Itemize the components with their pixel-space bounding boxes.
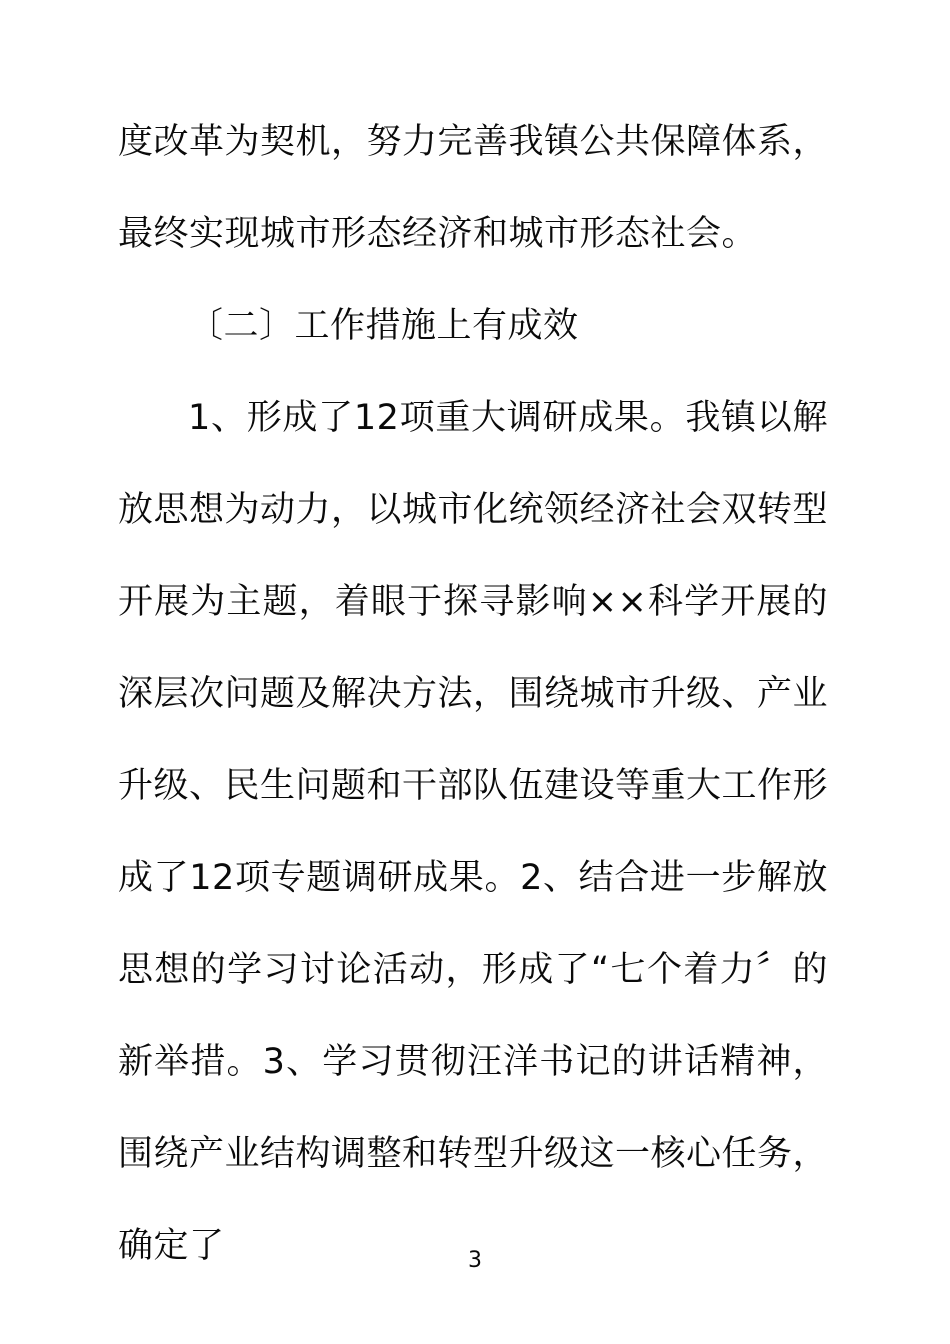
- paragraph-section-heading: 〔二〕工作措施上有成效: [188, 306, 579, 346]
- paragraph-continued: 度改革为契机，努力完善我镇公共保障体系，最终实现城市形态经济和城市形态社会。: [118, 122, 829, 254]
- document-body: [118, 96, 828, 1292]
- page-number: 3: [468, 1248, 482, 1273]
- paragraph-item-one: 1、形成了12项重大调研成果。我镇以解放思想为动力，以城市化统领经济社会双转型开展为主题，着眼于探寻影响××科学开展的深层次问题及解决方法，围绕城市升级、产业升级、民生问题和干部队伍建设等重大工作形成了12项专题调研成果。2、结合进一步解放思想的学习讨论活动，形成了“七个着力〞的新举措。3、学习贯彻汪洋书记的讲话精神，围绕产业结构调整和转型升级这一核心任务，确定了: [118, 398, 829, 1266]
